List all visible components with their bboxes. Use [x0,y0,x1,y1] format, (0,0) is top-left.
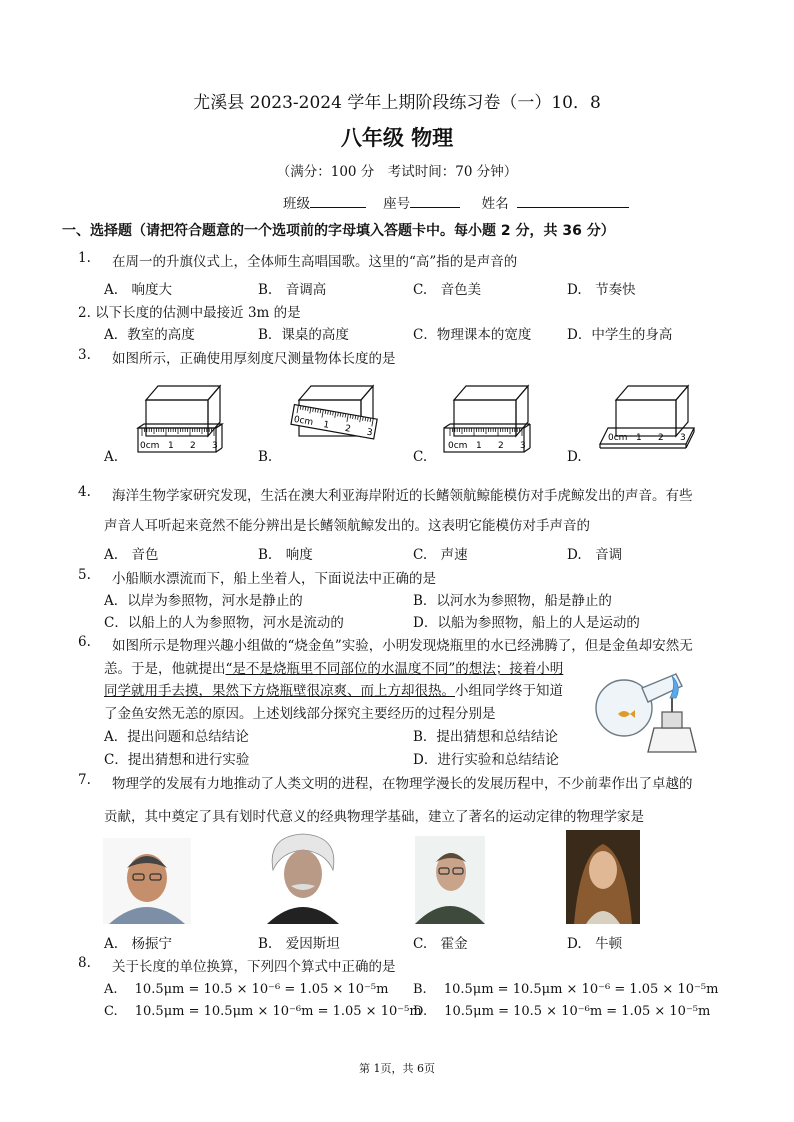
ruler-c-label-3: 3 [520,441,526,451]
q6-option-c: C．提出猜想和进行实验 [104,752,250,768]
q5-option-a: A．以岸为参照物，河水是静止的 [104,593,303,609]
portrait-newton [566,830,640,924]
q6-option-d: D．进行实验和总结结论 [413,752,559,768]
ruler-d-label-0: 0cm [608,433,628,443]
q2-option-b: B．课桌的高度 [258,327,349,343]
q8-number: 8. [78,955,91,971]
ruler-c-label-2: 2 [498,441,504,451]
q6-line2 [104,657,563,677]
seat-label: 座号 [383,196,411,212]
name-blank[interactable] [517,193,629,208]
ruler-c-label-1: 1 [476,441,482,451]
ruler-d-label-2: 2 [658,433,664,443]
subject-title: 八年级 物理 [340,126,454,150]
student-id-line [283,192,629,212]
q5-number: 5. [78,567,91,583]
q8-option-a: A. 10.5μm = 10.5 × 10⁻⁶ = 1.05 × 10⁻⁵m [104,982,389,997]
q6-line2-plain: 恙。于是，他就提出 [104,661,226,677]
q7-line2: 贡献，其中奠定了具有划时代意义的经典物理学基础，建立了著名的运动定律的物理学家是 [104,809,644,825]
portrait-hawking [415,836,485,924]
ruler-d-label-1: 1 [636,433,642,443]
exam-title: 尤溪县 2023-2024 学年上期阶段练习卷（一）10．8 [193,93,601,113]
q5-option-b: B．以河水为参照物，船是静止的 [413,593,612,609]
class-label: 班级 [283,196,310,212]
ruler-b-label-3: 3 [365,427,374,439]
name-label: 姓名 [481,196,509,212]
ruler-b-label-0: 0cm [292,414,314,429]
q3-option-d: D. [567,449,582,465]
q6-line3 [104,679,563,699]
ruler-a-label-0: 0cm [140,441,160,451]
q7-option-a: A. 杨振宁 [104,936,173,952]
alcohol-lamp-icon [648,728,696,752]
goldfish-flask-figure [590,668,700,764]
q4-number: 4. [78,484,91,500]
q3-option-b: B. [258,449,273,465]
q4-stem-line1: 海洋生物学家研究发现，生活在澳大利亚海岸附近的长鳍领航鲸能模仿对手虎鲸发出的声音。有些 [112,488,693,504]
portrait-einstein [263,830,343,924]
q3-stem: 如图所示，正确使用厚刻度尺测量物体长度的是 [112,351,396,367]
q7-line1: 物理学的发展有力地推动了人类文明的进程，在物理学漫长的发展历程中，不少前辈作出了卓越的 [112,776,693,792]
q1-option-a: A. 响度大 [104,282,173,298]
ruler-a-label-1: 1 [168,441,174,451]
q7-option-b: B. 爱因斯坦 [258,936,340,952]
q3-option-c: C. [413,449,428,465]
q6-line3-underlined: 同学就用手去摸，果然下方烧瓶壁很凉爽、而上方却很热。 [104,683,455,699]
q1-option-b: B. 音调高 [258,282,327,298]
q3-number: 3. [78,347,91,363]
q8-option-b: B. 10.5μm = 10.5μm × 10⁻⁶ = 1.05 × 10⁻⁵m [413,982,719,997]
seat-blank[interactable] [410,193,460,208]
q6-option-a: A．提出问题和总结结论 [104,729,249,745]
q7-option-c: C. 霍金 [413,936,468,952]
q5-option-d: D．以船为参照物，船上的人是运动的 [413,615,640,631]
q2-option-d: D．中学生的身高 [567,327,673,343]
ruler-figure-c [440,378,540,460]
ruler-b-label-2: 2 [344,423,352,435]
q6-line1: 如图所示是物理兴趣小组做的“烧金鱼”实验，小明发现烧瓶里的水已经沸腾了，但是金鱼却安然无 [112,638,693,654]
q8-stem: 关于长度的单位换算，下列四个算式中正确的是 [112,959,396,975]
ruler-figure-d [598,378,698,460]
ruler-a-label-2: 2 [190,441,196,451]
q5-option-c: C．以船上的人为参照物，河水是流动的 [104,615,344,631]
ruler-d-label-3: 3 [680,433,686,443]
q4-option-b: B. 响度 [258,547,313,563]
q6-number: 6. [78,634,91,650]
q6-line4: 了金鱼安然无恙的原因。上述划线部分探究主要经历的过程分别是 [104,706,496,722]
q4-option-a: A. 音色 [104,547,159,563]
q1-stem: 在周一的升旗仪式上，全体师生高唱国歌。这里的“高”指的是声音的 [112,254,518,270]
q4-option-c: C. 声速 [413,547,468,563]
q6-line2-underlined: “是不是烧瓶里不同部位的水温度不同”的想法；接着小明 [225,661,564,677]
q8-option-c: C. 10.5μm = 10.5μm × 10⁻⁶m = 1.05 × 10⁻⁵m [104,1004,422,1019]
exam-info: （满分：100 分 考试时间：70 分钟） [276,164,518,180]
q1-number: 1. [78,250,91,266]
q7-option-d: D. 牛顿 [567,936,623,952]
q6-option-b: B．提出猜想和总结结论 [413,729,558,745]
page-footer: 第 1页，共 6页 [359,1062,435,1075]
ruler-c-label-0: 0cm [448,441,468,451]
section-heading: 一、选择题（请把符合题意的一个选项前的字母填入答题卡中。每小题 2 分，共 36 分） [62,223,615,239]
q7-number: 7. [78,772,91,788]
ruler-figure-b [285,378,385,460]
class-blank[interactable] [310,193,366,208]
portrait-yang-zhenning [103,838,191,924]
q8-option-d: D. 10.5μm = 10.5 × 10⁻⁶m = 1.05 × 10⁻⁵m [413,1004,711,1019]
q2-stem: 2. 以下长度的估测中最接近 3m 的是 [78,305,301,321]
q4-stem-line2: 声音人耳听起来竟然不能分辨出是长鳍领航鲸发出的。这表明它能模仿对手声音的 [104,518,590,534]
ruler-b-label-1: 1 [322,420,330,431]
q3-option-a: A. [104,449,119,465]
ruler-figure-a [132,378,232,460]
q1-option-d: D. 节奏快 [567,282,636,298]
q6-line3-plain: 小组同学终于知道 [455,683,563,699]
q4-option-d: D. 音调 [567,547,623,563]
q1-option-c: C. 音色美 [413,282,482,298]
q2-option-c: C．物理课本的宽度 [413,327,532,343]
q5-stem: 小船顺水漂流而下，船上坐着人，下面说法中正确的是 [112,571,436,587]
q2-option-a: A．教室的高度 [104,327,195,343]
ruler-a-label-3: 3 [212,441,218,451]
